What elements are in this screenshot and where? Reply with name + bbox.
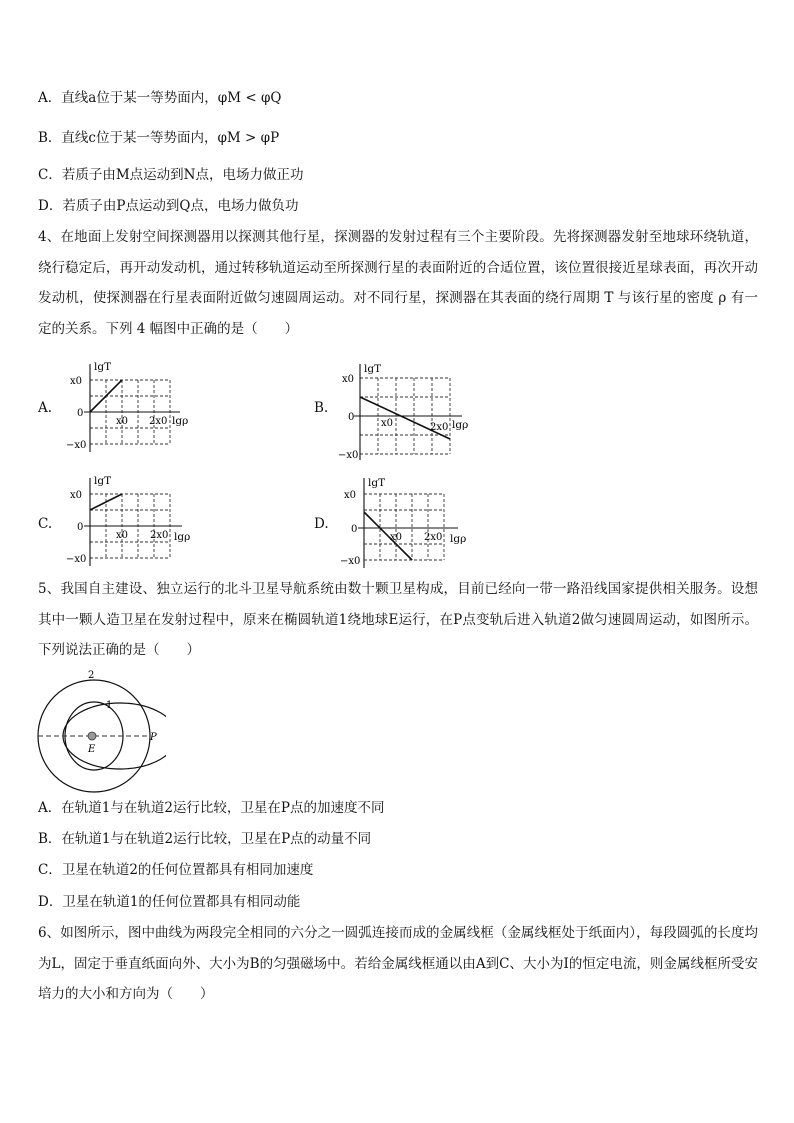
q4-option-d-letter: D. bbox=[314, 516, 329, 532]
option-letter: A． bbox=[38, 90, 62, 106]
tick-x0: x0 bbox=[344, 490, 357, 501]
tick-2x0: 2x0 bbox=[150, 530, 169, 541]
option-letter: A． bbox=[38, 800, 62, 816]
axis-label-lgT: lgT bbox=[364, 363, 382, 375]
option-text: 卫星在轨道1的任何位置都具有相同动能 bbox=[62, 894, 301, 910]
tick-neg-x0: −x0 bbox=[340, 556, 361, 567]
axis-label-lgT: lgT bbox=[94, 475, 112, 487]
earth-dot bbox=[88, 732, 96, 740]
q5-stem: 5、我国自主建设、独立运行的北斗卫星导航系统由数十颗卫星构成，目前已经向一带一路沿线国家提供相关服务。设想其中一颗人造卫星在发射过程中，原来在椭圆轨道1绕地球E运行，在P点变轨后进入轨道2做匀速圆周运动，如图所示。下列说法正确的是（ ） bbox=[38, 581, 758, 658]
label-earth: E bbox=[88, 744, 96, 755]
tick-x0: x0 bbox=[70, 490, 83, 501]
q4-graph-b bbox=[338, 362, 488, 464]
option-letter: B． bbox=[38, 130, 62, 146]
tick-neg-x0: −x0 bbox=[338, 450, 359, 461]
axis-label-lgT: lgT bbox=[94, 361, 112, 373]
tick-2x0: 2x0 bbox=[430, 422, 449, 433]
q3-option-a bbox=[38, 88, 282, 108]
label-orbit-2: 2 bbox=[88, 670, 95, 681]
tick-origin: 0 bbox=[348, 412, 355, 423]
option-letter: C． bbox=[38, 862, 62, 878]
tick-neg-x0: −x0 bbox=[66, 440, 87, 451]
axis-label-lgrho: lgρ bbox=[452, 419, 469, 431]
tick-x0: x0 bbox=[70, 376, 83, 387]
tick-2x0: 2x0 bbox=[149, 416, 168, 427]
option-letter: D． bbox=[38, 198, 63, 214]
axis-label-lgrho: lgρ bbox=[450, 533, 467, 545]
q4-option-b-letter: B. bbox=[314, 400, 329, 416]
tick-x0-horizontal: x0 bbox=[381, 418, 394, 429]
tick-origin: 0 bbox=[77, 522, 84, 533]
q5-option-d bbox=[38, 892, 300, 912]
q5-option-c bbox=[38, 860, 313, 880]
q4-graph-c bbox=[62, 474, 212, 570]
q4-graph-a bbox=[62, 358, 202, 458]
label-orbit-1: 1 bbox=[106, 700, 113, 711]
axis-label-lgT: lgT bbox=[368, 477, 386, 489]
tick-x0-horizontal: x0 bbox=[390, 532, 403, 543]
q5-option-a bbox=[38, 798, 385, 818]
option-text: 直线c位于某一等势面内，φM > φP bbox=[61, 130, 280, 146]
q5-orbit-figure bbox=[36, 668, 166, 794]
option-letter: B． bbox=[38, 831, 62, 847]
tick-x0-horizontal: x0 bbox=[116, 530, 129, 541]
q6-stem: 6、如图所示，图中曲线为两段完全相同的六分之一圆弧连接而成的金属线框（金属线框处于纸面内），每段圆弧的长度均为L，固定于垂直纸面向外、大小为B的匀强磁场中。若给金属线框通以由A到C、大小为I的恒定电流，则金属线框所受安培力的大小和方向为（ ） bbox=[38, 925, 758, 1002]
option-letter: C． bbox=[38, 167, 62, 183]
axis-label-lgrho: lgρ bbox=[174, 531, 191, 543]
option-text: 若质子由P点运动到Q点，电场力做负功 bbox=[62, 198, 299, 214]
axis-label-lgrho: lgρ bbox=[172, 415, 189, 427]
label-point-p: P bbox=[150, 732, 157, 743]
option-text: 直线a位于某一等势面内，φM < φQ bbox=[61, 90, 282, 106]
q4-graph-d bbox=[338, 476, 488, 572]
q3-option-d bbox=[38, 196, 298, 216]
option-text: 若质子由M点运动到N点，电场力做正功 bbox=[61, 167, 304, 183]
option-text: 在轨道1与在轨道2运行比较，卫星在P点的动量不同 bbox=[61, 831, 372, 847]
option-text: 卫星在轨道2的任何位置都具有相同加速度 bbox=[61, 862, 314, 878]
tick-neg-x0: −x0 bbox=[66, 554, 87, 565]
tick-x0-horizontal: x0 bbox=[116, 416, 129, 427]
tick-x0: x0 bbox=[342, 374, 355, 385]
q3-option-b bbox=[38, 128, 279, 148]
option-text: 在轨道1与在轨道2运行比较，卫星在P点的加速度不同 bbox=[61, 800, 385, 816]
q4-option-a-letter: A. bbox=[38, 400, 53, 416]
option-letter: D． bbox=[38, 894, 63, 910]
q5-option-b bbox=[38, 829, 371, 849]
q4-stem: 4、在地面上发射空间探测器用以探测其他行星，探测器的发射过程有三个主要阶段。先将探测器发射至地球环绕轨道，绕行稳定后，再开动发动机，通过转移轨道运动至所探测行星的表面附近的合适位置，该位置很接近星球表面，再次开动发动机，使探测器在行星表面附近做匀速圆周运动。对不同行星，探测器在其表面的绕行周期 T 与该行星的密度 ρ 有一定的关系。下列 4 幅图中正确的是（ ） bbox=[38, 229, 758, 337]
q3-option-c bbox=[38, 165, 303, 185]
q4-option-c-letter: C. bbox=[38, 516, 53, 532]
tick-2x0: 2x0 bbox=[424, 532, 443, 543]
tick-origin: 0 bbox=[351, 524, 358, 535]
tick-origin: 0 bbox=[77, 408, 84, 419]
